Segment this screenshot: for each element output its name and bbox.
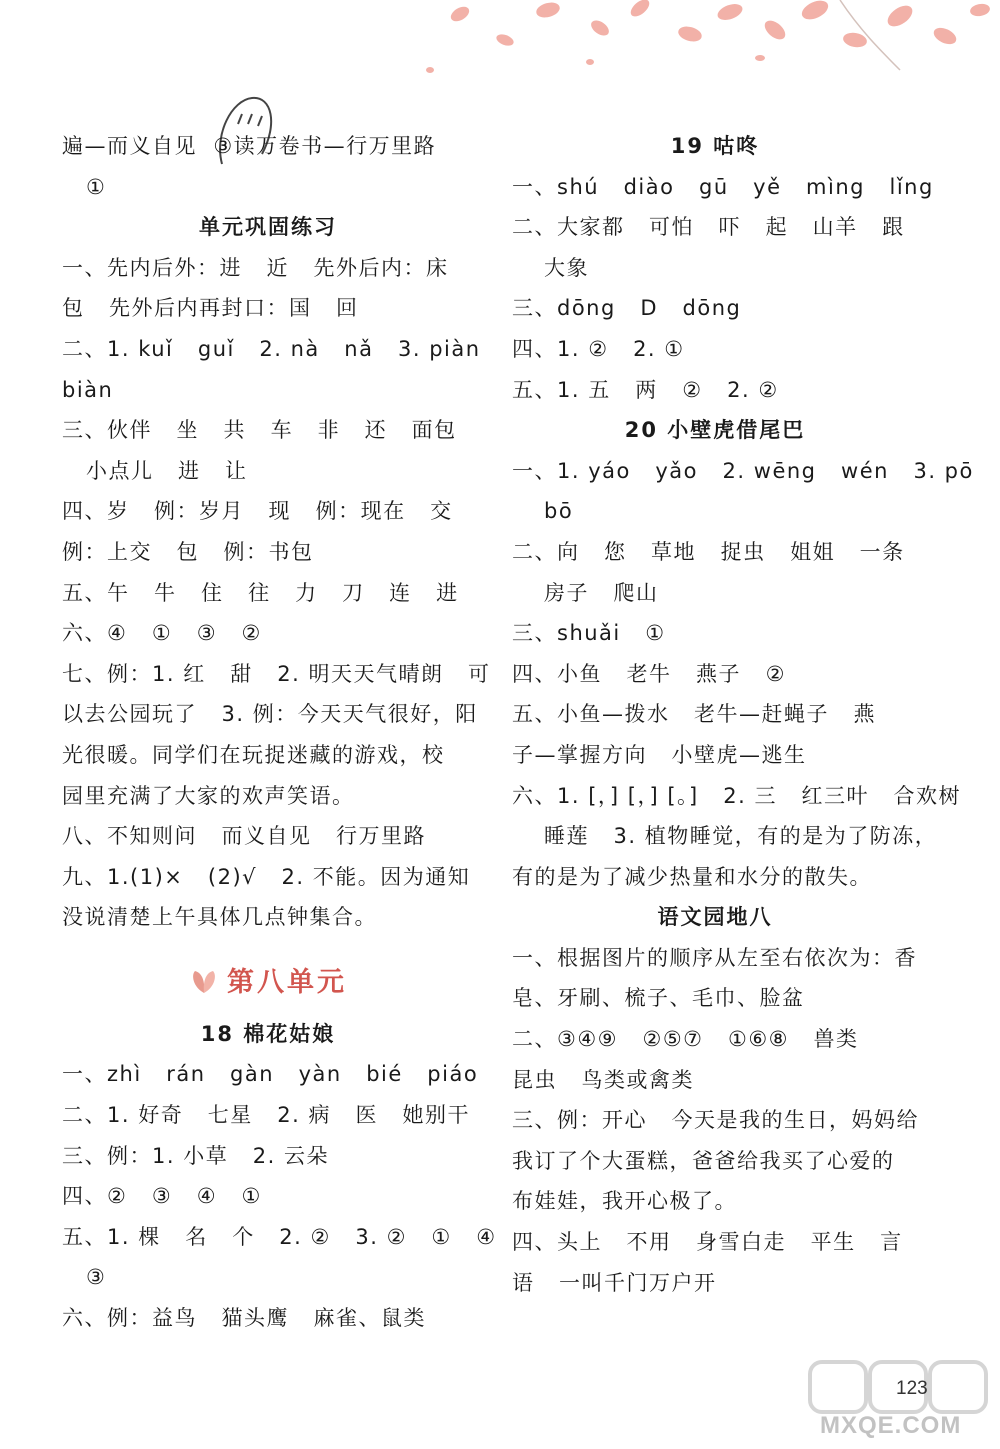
line-text: 我订了个大蛋糕，爸爸给我买了心爱的 — [512, 1148, 895, 1173]
answer-line — [512, 1060, 918, 1101]
line-text: 大象 — [544, 255, 589, 280]
line-text: 没说清楚上午具体几点钟集合。 — [62, 905, 377, 930]
line-text: 语 一叫千门万户开 — [512, 1270, 717, 1295]
line-text: 六、④ ① ③ ② — [62, 621, 262, 646]
left-column — [62, 126, 497, 1339]
line-text: 园里充满了大家的欢声笑语。 — [62, 783, 355, 808]
answer-line — [512, 694, 918, 735]
line-text: 五、1. 五 两 ② 2. ② — [512, 377, 779, 402]
answer-line — [62, 694, 478, 735]
line-text: 六、例：益鸟 猫头鹰 麻雀、鼠类 — [62, 1306, 427, 1331]
answer-line — [62, 613, 474, 654]
line-text: 第八单元 — [227, 966, 347, 998]
line-text: 睡莲 3. 植物睡觉，有的是为了防冻， — [544, 824, 938, 849]
line-text: 六、1. [，] [，] [。] 2. 三 红三叶 合欢树 — [512, 783, 962, 808]
line-text: 一、zhì rán gàn yàn bié piáo — [62, 1062, 479, 1087]
line-text: 子—掌握方向 小壁虎—逃生 — [512, 742, 807, 767]
answer-line — [512, 329, 918, 370]
line-text: 以去公园玩了 3. 例：今天天气很好，阳 — [62, 702, 478, 727]
answer-line — [62, 1217, 497, 1258]
line-text: 九、1.(1)× (2)√ 2. 不能。因为通知 — [62, 864, 471, 889]
answer-line — [512, 573, 918, 614]
answer-line — [512, 978, 918, 1019]
section-heading — [512, 410, 918, 451]
answer-line — [512, 938, 918, 979]
answer-line — [512, 1222, 918, 1263]
line-text: 语文园地八 — [657, 905, 773, 930]
answer-line — [62, 329, 481, 370]
line-text: ③ — [86, 1265, 107, 1290]
line-text: 三、shuǎi ① — [512, 621, 666, 646]
line-text: 一、1. yáo yǎo 2. wēng wén 3. pō — [512, 458, 974, 483]
answer-line — [62, 573, 474, 614]
section-heading — [62, 207, 474, 248]
section-heading — [512, 126, 918, 167]
line-text: 光很暖。同学们在玩捉迷藏的游戏，校 — [62, 742, 445, 767]
petal-decoration — [0, 0, 1000, 90]
answer-line — [512, 816, 938, 857]
answer-line — [62, 167, 474, 208]
answer-line — [62, 491, 474, 532]
answer-line — [512, 1100, 918, 1141]
line-text: 八、不知则问 而义自见 行万里路 — [62, 824, 427, 849]
line-text: 小点儿 进 让 — [86, 458, 248, 483]
line-text: 昆虫 鸟类或禽类 — [512, 1067, 695, 1092]
line-text: 皂、牙刷、梳子、毛巾、脸盆 — [512, 986, 805, 1011]
leaf-icon — [189, 969, 219, 995]
line-text: 五、小鱼—拨水 老牛—赶蝇子 燕 — [512, 702, 877, 727]
line-text: biàn — [62, 377, 114, 402]
line-text: 四、1. ② 2. ① — [512, 336, 685, 361]
answer-line — [62, 654, 491, 695]
line-text: 七、例：1. 红 甜 2. 明天天气晴朗 可 — [62, 661, 491, 686]
line-text: 四、岁 例：岁月 现 例：现在 交 — [62, 499, 453, 524]
answer-line — [512, 370, 918, 411]
line-text: 二、向 您 草地 捉虫 姐姐 一条 — [512, 539, 905, 564]
answer-line — [512, 613, 918, 654]
line-text: 五、1. 棵 名 个 2. ② 3. ② ① ④ — [62, 1224, 497, 1249]
answer-line — [62, 1176, 474, 1217]
line-text: 三、伙伴 坐 共 车 非 还 面包 — [62, 418, 457, 443]
line-text: ① — [86, 174, 107, 199]
line-text: bō — [544, 499, 574, 524]
line-text: 单元巩固练习 — [199, 215, 337, 240]
line-text: 20 小壁虎借尾巴 — [624, 418, 806, 443]
answer-line — [62, 735, 474, 776]
answer-line — [512, 207, 918, 248]
line-text: 三、例：1. 小草 2. 云朵 — [62, 1143, 329, 1168]
line-text: 18 棉花姑娘 — [200, 1021, 336, 1046]
answer-line — [512, 248, 918, 289]
line-text: 四、小鱼 老牛 燕子 ② — [512, 661, 786, 686]
page-number: 123 — [896, 1378, 928, 1399]
line-text: 三、dōng D dōng — [512, 296, 742, 321]
answer-line — [62, 1136, 474, 1177]
answer-line — [62, 248, 474, 289]
section-heading — [512, 897, 918, 938]
answer-line — [512, 1263, 918, 1304]
line-text: 二、大家都 可怕 吓 起 山羊 跟 — [512, 215, 905, 240]
line-text: 房子 爬山 — [544, 580, 659, 605]
answer-line — [512, 735, 918, 776]
line-text: 一、先内后外：进 近 先外后内：床 — [62, 255, 449, 280]
answer-line — [512, 1019, 918, 1060]
answer-line — [512, 288, 918, 329]
line-text: 五、午 牛 住 往 力 刀 连 进 — [62, 580, 459, 605]
answer-line — [62, 1095, 474, 1136]
answer-line — [62, 816, 474, 857]
answer-line — [62, 532, 474, 573]
line-text: 二、1. kuǐ guǐ 2. nà nǎ 3. piàn — [62, 336, 481, 361]
watermark-text: MXQE.COM — [820, 1412, 962, 1439]
answer-line — [512, 654, 918, 695]
line-text: 一、根据图片的顺序从左至右依次为：香 — [512, 945, 917, 970]
answer-line — [62, 776, 474, 817]
line-text: 三、例：开心 今天是我的生日，妈妈给 — [512, 1108, 920, 1133]
answer-line — [62, 370, 474, 411]
line-text: 二、③④⑨ ②⑤⑦ ①⑥⑧ 兽类 — [512, 1027, 859, 1052]
answer-line — [512, 1141, 918, 1182]
answer-line — [62, 1298, 474, 1339]
answer-line — [62, 288, 474, 329]
unit-heading — [62, 952, 474, 1014]
answer-line — [62, 897, 474, 938]
right-column — [512, 126, 974, 1303]
line-text: 四、头上 不用 身雪白走 平生 言 — [512, 1230, 903, 1255]
line-text: 例：上交 包 例：书包 — [62, 539, 314, 564]
answer-line — [62, 126, 474, 167]
answer-line — [512, 491, 918, 532]
answer-line — [512, 451, 974, 492]
line-text: 19 咕咚 — [670, 134, 760, 158]
answer-line — [62, 410, 474, 451]
answer-line — [62, 451, 474, 492]
answer-line — [62, 857, 474, 898]
line-text: 有的是为了减少热量和水分的散失。 — [512, 864, 872, 889]
section-heading — [62, 1014, 474, 1055]
answer-line — [512, 776, 962, 817]
line-text: 四、② ③ ④ ① — [62, 1184, 262, 1209]
line-text: 二、1. 好奇 七星 2. 病 医 她别干 — [62, 1103, 471, 1128]
answer-line — [512, 532, 918, 573]
answer-line — [512, 1181, 918, 1222]
line-text: 一、shú diào gū yě mìng lǐng — [512, 174, 934, 199]
line-text: 布娃娃，我开心极了。 — [512, 1189, 737, 1214]
answer-line — [512, 167, 934, 208]
answer-line — [512, 857, 918, 898]
answer-line — [62, 1054, 479, 1095]
answer-line — [62, 1257, 474, 1298]
line-text: 遍—而义自见 ③读万卷书—行万里路 — [62, 134, 437, 158]
line-text: 包 先外后内再封口：国 回 — [62, 296, 359, 321]
